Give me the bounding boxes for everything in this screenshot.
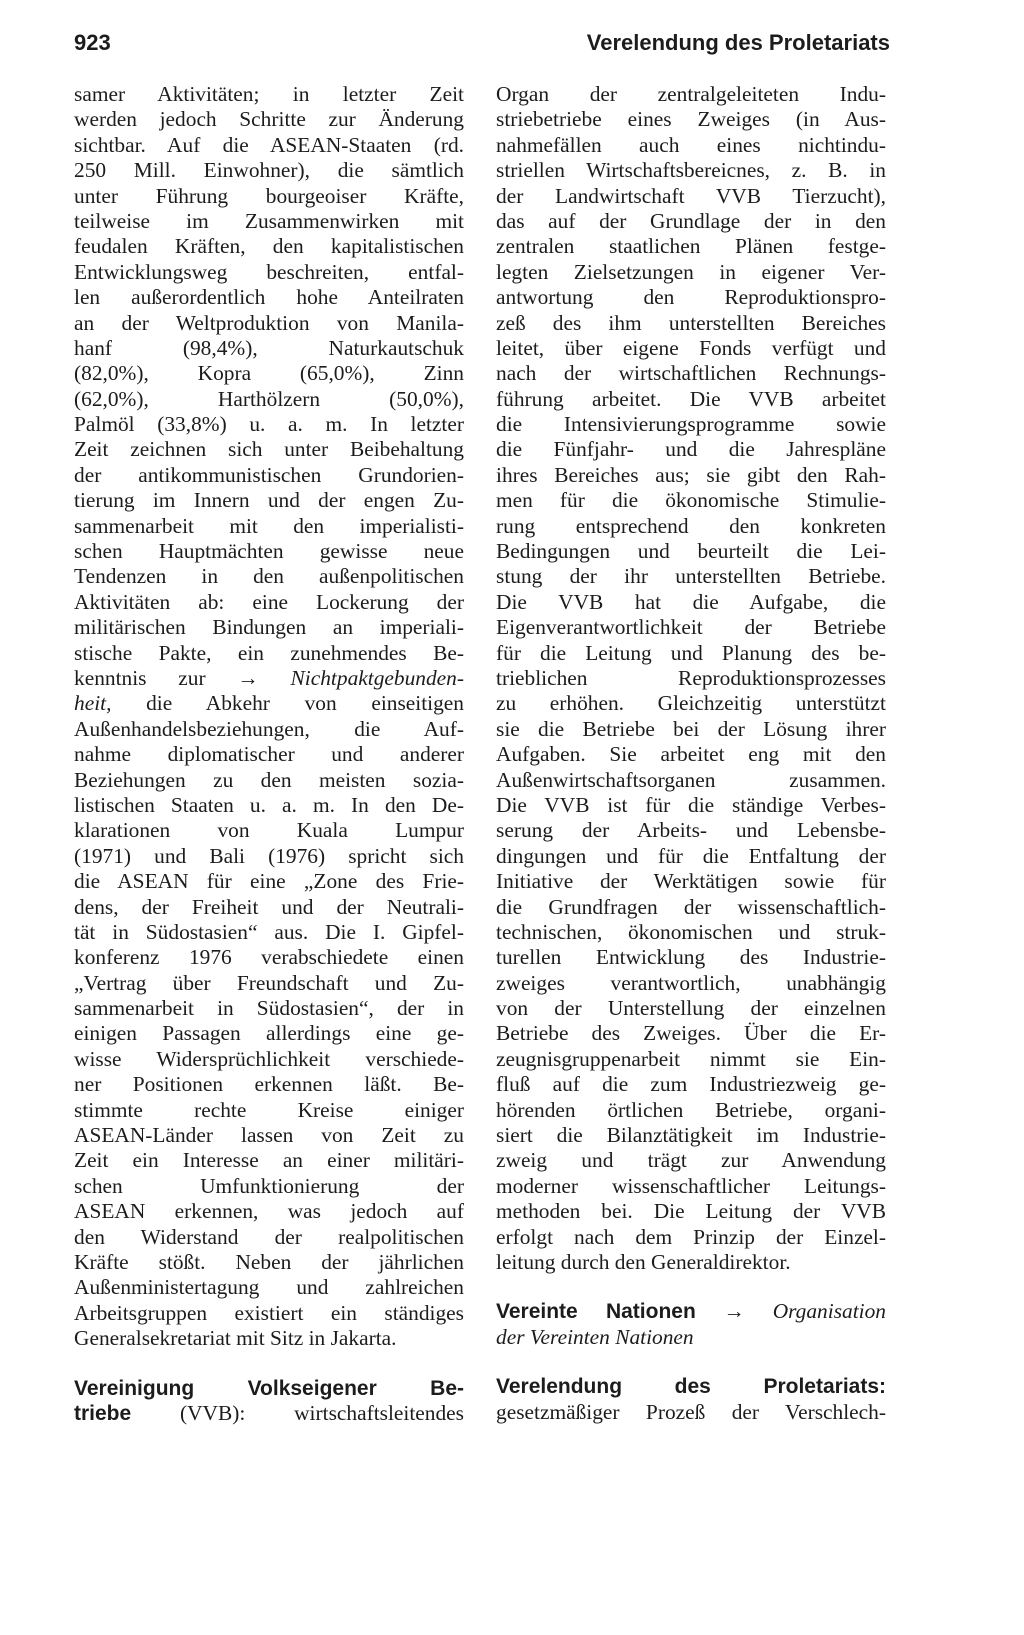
text-line: Außenhandelsbeziehungen, die Auf- <box>74 716 464 741</box>
text-line: konferenz 1976 verabschiedete einen <box>74 945 464 970</box>
text-line: hanf (98,4%), Naturkautschuk <box>74 335 464 360</box>
text-line: stische Pakte, ein zunehmendes Be- <box>74 640 464 665</box>
text-line: schen Umfunktionierung der <box>74 1173 464 1198</box>
text-line: legten Zielsetzungen in eigener Ver- <box>496 259 886 284</box>
text-line: Die VVB ist für die ständige Verbes- <box>496 792 886 817</box>
text-line: heit, die Abkehr von einseitigen <box>74 691 464 716</box>
text-line: stimmte rechte Kreise einiger <box>74 1097 464 1122</box>
text-line: sie die Betriebe bei der Lösung ihrer <box>496 716 886 741</box>
text-line: dingungen und für die Entfaltung der <box>496 843 886 868</box>
text-line: leitung durch den Generaldirektor. <box>496 1249 791 1274</box>
text-line: nahme diplomatischer und anderer <box>74 742 464 767</box>
text-line: Bedingungen und beurteilt die Lei- <box>496 539 886 564</box>
text-line: methoden bei. Die Leitung der VVB <box>496 1199 886 1224</box>
text-line: militärischen Bindungen an imperiali- <box>74 615 464 640</box>
text-line: zeß des ihm unterstellten Bereiches <box>496 310 886 335</box>
text-line: hörenden örtlichen Betriebe, organi- <box>496 1097 886 1122</box>
text-line: an der Weltproduktion von Manila- <box>74 310 464 335</box>
text-line: tät in Südostasien“ aus. Die I. Gipfel- <box>74 919 464 944</box>
text-line: 250 Mill. Einwohner), die sämtlich <box>74 158 464 183</box>
text-line: technischen, ökonomischen und struk- <box>496 919 886 944</box>
text-line: „Vertrag über Freundschaft und Zu- <box>74 970 464 995</box>
text-line: ASEAN erkennen, was jedoch auf <box>74 1199 464 1224</box>
text-line: Initiative der Werktätigen sowie für <box>496 869 886 894</box>
text-line: Organ der zentralgeleiteten Indu- <box>496 82 886 106</box>
text-line: Palmöl (33,8%) u. a. m. In letzter <box>74 412 464 437</box>
text-line: rung entsprechend den konkreten <box>496 513 886 538</box>
text-line: zentralen staatlichen Plänen festge- <box>496 234 886 259</box>
text-line: stung der ihr unterstellten Betriebe. <box>496 564 886 589</box>
asean-entry-end <box>74 82 464 666</box>
text-line: Beziehungen zu den meisten sozia- <box>74 767 464 792</box>
text-line: Die VVB hat die Aufgabe, die <box>496 589 886 614</box>
text-line: feudalen Kräften, den kapitalistischen <box>74 234 464 259</box>
entry-headword: Vereinte Nationen <box>496 1300 696 1324</box>
text-line: Zeit zeichnen sich unter Beibehaltung <box>74 437 464 462</box>
text-line: wisse Widersprüchlichkeit verschiede- <box>74 1046 464 1071</box>
cross-reference-link[interactable]: Organisation <box>772 1299 886 1324</box>
text-line: schen Hauptmächten gewisse neue <box>74 539 464 564</box>
text-line: men für die ökonomische Stimulie- <box>496 488 886 513</box>
text-line: len außerordentlich hohe Anteilraten <box>74 285 464 310</box>
text-line: unter Führung bourgeoiser Kräfte, <box>74 183 464 208</box>
text-line: Vereinte Nationen → Organisation <box>496 1299 886 1324</box>
text-line: die ASEAN für eine „Zone des Frie- <box>74 869 464 894</box>
text-line: der Landwirtschaft VVB Tierzucht), <box>496 183 886 208</box>
text-line: sichtbar. Auf die ASEAN-Staaten (rd. <box>74 132 464 157</box>
text-line: tierung im Innern und der engen Zu- <box>74 488 464 513</box>
entry-headword: triebe <box>74 1401 132 1425</box>
text-line: (82,0%), Kopra (65,0%), Zinn <box>74 361 464 386</box>
text-line: samer Aktivitäten; in letzter Zeit <box>74 82 464 106</box>
text-line: einigen Passagen allerdings eine ge- <box>74 1021 464 1046</box>
text-line: ASEAN-Länder lassen von Zeit zu <box>74 1123 464 1148</box>
entry-separator <box>496 1350 886 1374</box>
text-line: klarationen von Kuala Lumpur <box>74 818 464 843</box>
text-line: (1971) und Bali (1976) spricht sich <box>74 843 464 868</box>
text-line: zweig und trägt zur Anwendung <box>496 1148 886 1173</box>
text-line: Aktivitäten ab: eine Lockerung der <box>74 589 464 614</box>
text-line: Kräfte stößt. Neben der jährlichen <box>74 1249 464 1274</box>
text-line: triebe (VVB): wirtschaftsleitendes <box>74 1400 464 1425</box>
asean-entry-rest <box>74 717 464 1352</box>
text-line: Entwicklungsweg beschreiten, entfal- <box>74 259 464 284</box>
entry-separator <box>74 1352 464 1376</box>
entry-separator <box>496 1275 886 1299</box>
cross-reference-link[interactable]: der Vereinten Nationen <box>496 1324 694 1349</box>
entry-vereinte-nationen <box>496 1299 886 1350</box>
text-line: Zeit ein Interesse an einer militäri- <box>74 1148 464 1173</box>
text-line: das auf der Grundlage der in den <box>496 208 886 233</box>
text-line: striebetriebe eines Zweiges (in Aus- <box>496 107 886 132</box>
text-line: Eigenverantwortlichkeit der Betriebe <box>496 615 886 640</box>
text-line: Außenministertagung und zahlreichen <box>74 1275 464 1300</box>
text-line: sammenarbeit in Südostasien“, der in <box>74 996 464 1021</box>
text-line: fluß auf die zum Industriezweig ge- <box>496 1072 886 1097</box>
text-line: zeugnisgruppenarbeit nimmt sie Ein- <box>496 1046 886 1071</box>
text-line: Betriebe des Zweiges. Über die Er- <box>496 1021 886 1046</box>
text-line: leitet, über eigene Fonds verfügt und <box>496 335 886 360</box>
entry-vvb-body <box>496 82 886 1275</box>
text-line: antwortung den Reproduktionspro- <box>496 285 886 310</box>
text-line: (62,0%), Harthölzern (50,0%), <box>74 386 464 411</box>
text-line: ihres Bereiches aus; sie gibt den Rah- <box>496 462 886 487</box>
entry-verelendung <box>496 1374 886 1425</box>
text-line: führung arbeitet. Die VVB arbeitet <box>496 386 886 411</box>
entry-headword: Verelendung des Proletariats: <box>496 1375 886 1399</box>
text-line: moderner wissenschaftlicher Leitungs- <box>496 1173 886 1198</box>
text-line: zweiges verantwortlich, unabhängig <box>496 970 886 995</box>
running-head: Verelendung des Proletariats <box>586 30 890 55</box>
page-number: 923 <box>74 30 111 55</box>
entry-vvb-start <box>74 1376 464 1427</box>
text-line: nach der wirtschaftlichen Rechnungs- <box>496 361 886 386</box>
text-line: dens, der Freiheit und der Neutrali- <box>74 894 464 919</box>
text-line: erfolgt nach dem Prinzip der Einzel- <box>496 1224 886 1249</box>
text-line: ner Positionen erkennen läßt. Be- <box>74 1072 464 1097</box>
right-column <box>496 82 886 1425</box>
text-line: Außenwirtschaftsorganen zusammen. <box>496 767 886 792</box>
left-column <box>74 82 464 1426</box>
text-line: die Fünfjahr- und die Jahrespläne <box>496 437 886 462</box>
cross-reference-link[interactable]: heit, <box>74 691 112 716</box>
text-line: Generalsekretariat mit Sitz in Jakarta. <box>74 1326 397 1351</box>
text-line: die Grundfragen der wissenschaftlich- <box>496 894 886 919</box>
text-line: striellen Wirtschaftsbereicnes, z. B. in <box>496 158 886 183</box>
text-line: werden jedoch Schritte zur Änderung <box>74 107 464 132</box>
text-line: gesetzmäßiger Prozeß der Verschlech- <box>496 1399 886 1424</box>
entry-headword: Vereinigung Volkseigener Be- <box>74 1376 464 1400</box>
text-line: serung der Arbeits- und Lebensbe- <box>496 818 886 843</box>
text-line: nahmefällen auch eines nichtindu- <box>496 132 886 157</box>
text-line: kenntnis zur → Nichtpaktgebunden- <box>74 665 464 690</box>
text-line: die Intensivierungsprogramme sowie <box>496 412 886 437</box>
text-line: Aufgaben. Sie arbeitet eng mit den <box>496 742 886 767</box>
text-line: von der Unterstellung der einzelnen <box>496 996 886 1021</box>
text-line: der antikommunistischen Grundorien- <box>74 462 464 487</box>
text-line: Tendenzen in den außenpolitischen <box>74 564 464 589</box>
text-line: trieblichen Reproduktionsprozesses <box>496 665 886 690</box>
text-line: zu erhöhen. Gleichzeitig unterstützt <box>496 691 886 716</box>
text-line: sammenarbeit mit den imperialisti- <box>74 513 464 538</box>
cross-reference-link[interactable]: Nichtpaktgebunden- <box>290 665 464 690</box>
text-line: teilweise im Zusammenwirken mit <box>74 208 464 233</box>
text-line: siert die Bilanztätigkeit im Industrie- <box>496 1123 886 1148</box>
text-line: turellen Entwicklung des Industrie- <box>496 945 886 970</box>
text-line: Arbeitsgruppen existiert ein ständiges <box>74 1300 464 1325</box>
text-line: den Widerstand der realpolitischen <box>74 1224 464 1249</box>
text-line: listischen Staaten u. a. m. In den De- <box>74 792 464 817</box>
text-line: für die Leitung und Planung des be- <box>496 640 886 665</box>
